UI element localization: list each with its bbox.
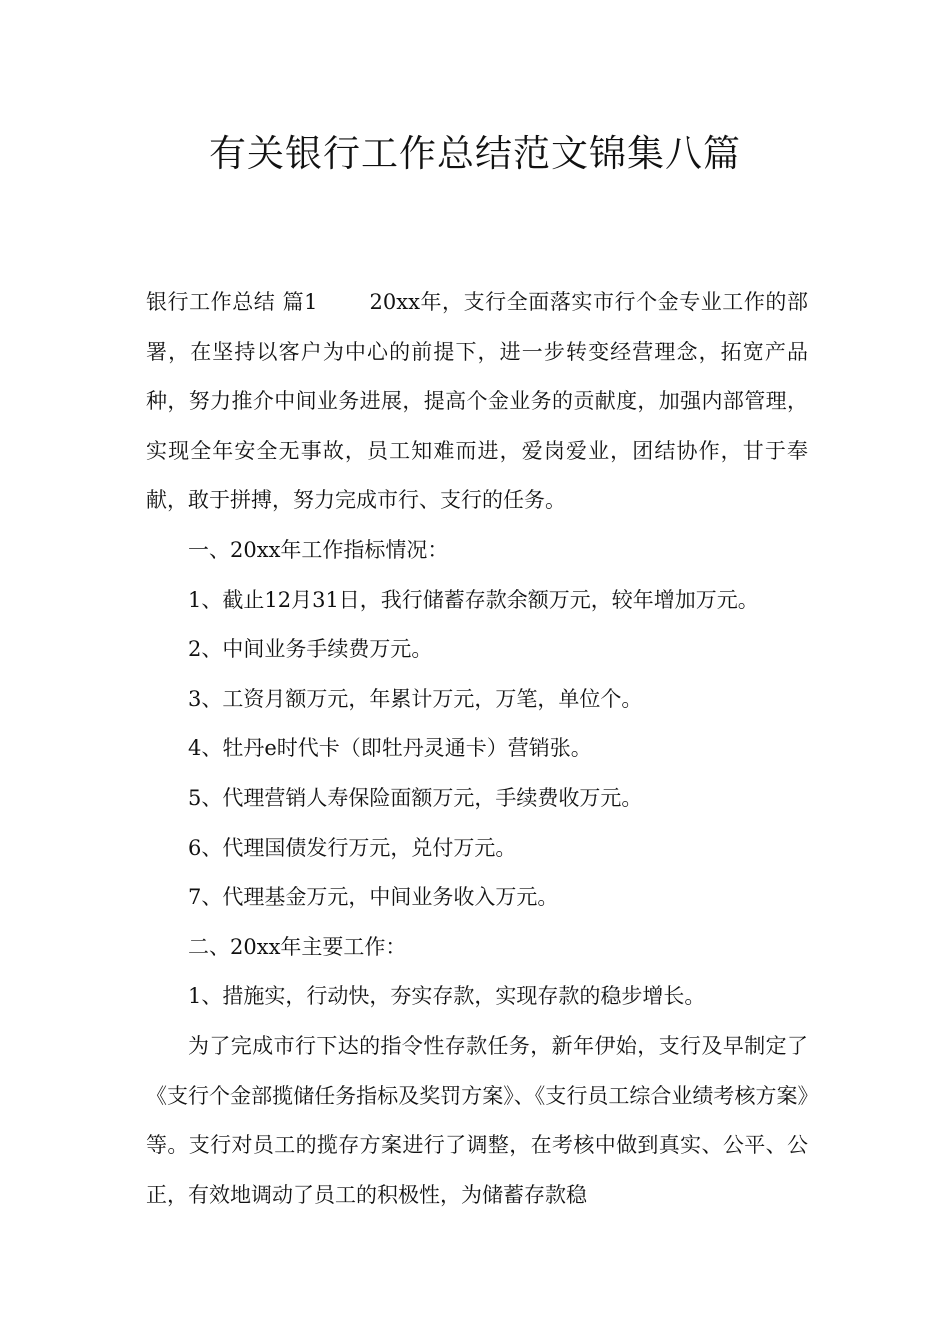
list-item: 1、截止12月31日，我行储蓄存款余额万元，较年增加万元。 — [188, 587, 759, 612]
intro-text: 20xx年，支行全面落实市行个金专业工作的部署，在坚持以客户为中心的前提下，进一步转变经营理念，拓宽产品种，努力推介中间业务进展，提高个金业务的贡献度，加强内部管理，实现全年安全无事故，员工知难而进，爱岗爱业，团结协作，甘于奉献，敢于拼搏，努力完成市行、支行的任务。 — [146, 290, 808, 513]
list-item: 2、中间业务手续费万元。 — [188, 637, 433, 662]
list-item: 7、代理基金万元，中间业务收入万元。 — [188, 885, 559, 910]
list-item: 3、工资月额万元，年累计万元，万笔，单位个。 — [188, 686, 643, 711]
body-paragraph: 为了完成市行下达的指令性存款任务，新年伊始，支行及早制定了《支行个金部揽储任务指标及奖罚方案》、《支行员工综合业绩考核方案》等。支行对员工的揽存方案进行了调整，在考核中做到真实、公平、公正，有效地调动了员工的积极性，为储蓄存款稳 — [146, 1033, 808, 1207]
list-item: 1、措施实，行动快，夯实存款，实现存款的稳步增长。 — [188, 984, 706, 1009]
heading-main-work: 二、20xx年主要工作： — [188, 934, 407, 959]
list-item: 6、代理国债发行万元，兑付万元。 — [188, 835, 517, 860]
list-item: 5、代理营销人寿保险面额万元，手续费收万元。 — [188, 785, 643, 810]
document-body — [146, 278, 808, 1220]
heading-indicators: 一、20xx年工作指标情况： — [188, 537, 449, 562]
document-title: 有关银行工作总结范文锦集八篇 — [209, 132, 741, 175]
intro-paragraph — [146, 278, 808, 526]
list-item: 4、牡丹e时代卡（即牡丹灵通卡）营销张。 — [188, 736, 592, 761]
section-label: 银行工作总结 篇1 — [146, 290, 318, 314]
